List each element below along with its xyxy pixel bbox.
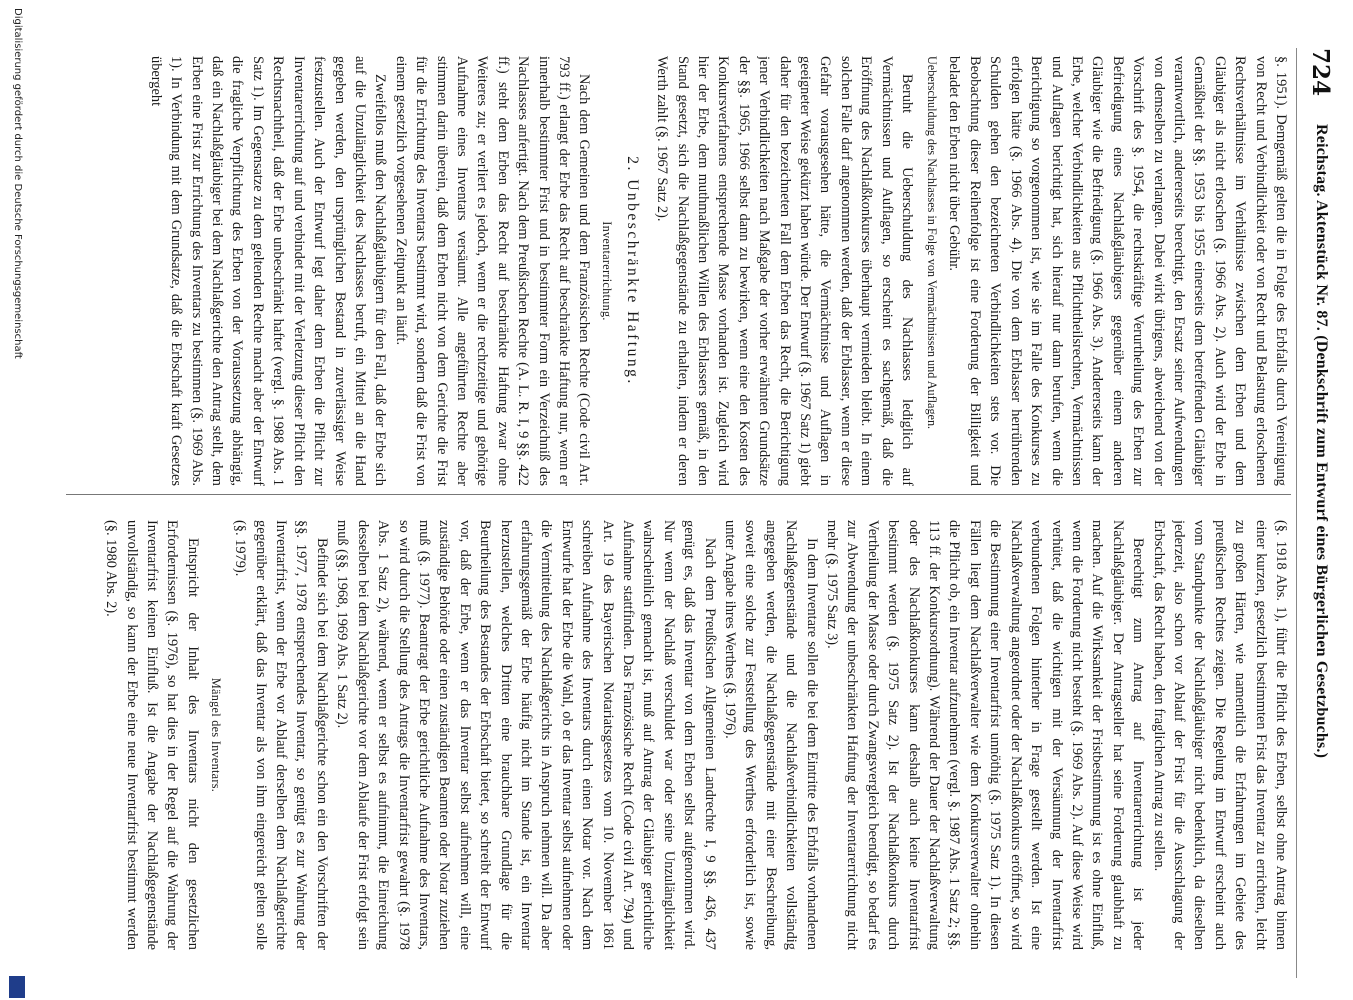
- sub-heading: Mängel des Inventars.: [208, 677, 223, 793]
- header-rule: [1296, 48, 1297, 978]
- paragraph: In dem Inventare sollen die bei dem Eintritte des Erbfalls vorhandenen Nachlaßgegenstände und die Nachlaßverbindlichkeiten vollständig angegeben werden, die Nachlaßgegenstände mit einer Beschreibung, soweit eine solche zur Feststellung des Werthes erforderlich ist, sowie unter Angabe ihres Werthes (§. 1976).: [722, 520, 820, 950]
- sub-heading: Inventarerrichtung.: [600, 221, 615, 321]
- paragraph: (§. 1918 Abs. 1), führt die Pflicht des Erben, selbst ohne Antrag binnen einer kurzen, gesetzlich bestimmten Frist das Inventar zu errichten, leicht zu großen Härten, wie namentlich die Erfahrungen im Gebiete des preußischen Rechtes zeigen. Die Regelung im Entwurf erscheint auch vom Standpunkte der Nachlaßgläubiger nicht bedenklich, da dieselben jederzeit, also schon vor Ablauf der Frist für die Ausschlagung der Erbschaft, das Recht haben, den fraglichen Antrag zu stellen.: [1150, 520, 1289, 950]
- column-divider: [66, 494, 1291, 495]
- dfg-logo-icon: [9, 976, 25, 998]
- paragraph: Berechtigt zum Antrag auf Inventarerrichtung ist jeder Nachlaßgläubiger. Der Antragsteller hat seine Forderung glaubhaft zu machen. Auf die Wirksamkeit der Fristbestimmung ist es ohne Einfluß, wenn die Forderung nicht besteht (§. 1969 Abs. 2). Auf diese Weise wird verhütet, daß die wichtigen mit der Versäumung der Inventarfrist verbundenen Folgen hinterher in Frage gestellt werden. Ist eine Nachlaßverwaltung angeordnet oder der Nachlaßkonkurs eröffnet, so wird die Bestimmung einer Inventarfrist unnöthig (§. 1975 Satz 1). In diesen Fällen liegt dem Nachlaßverwalter wie dem Konkursverwalter ohnehin die Pflicht ob, ein Inventar aufzunehmen (vergl. §. 1987 Abs. 1 Satz 2; §§. 113 ff. der Konkursordnung). Während der Dauer der Nachlaßverwaltung oder des Nachlaßkonkurses kann deshalb auch keine Inventarfrist bestimmt werden (§. 1975 Satz 2). Ist der Nachlaßkonkurs durch Vertheilung der Masse oder durch Zwangsvergleich beendigt, so bedarf es zur Abwendung der unbeschränkten Haftung der Inventarerrichtung nicht mehr (§. 1975 Satz 3).: [824, 520, 1147, 950]
- left-column: [66, 56, 1291, 486]
- digitization-credit: Digitalisierung gefördert durch die Deutsche Forschungsgemeinschaft: [12, 8, 23, 359]
- section-heading: 2. Unbeschränkte Haftung.: [623, 156, 641, 386]
- digitization-footer: [3, 0, 27, 1000]
- right-column: [66, 520, 1291, 950]
- paragraph: Beruht die Ueberschuldung des Nachlasses lediglich auf Vermächtnissen und Auflagen, so erscheint es sachgemäß, daß die Eröffnung des Nachlaßkonkurses überhaupt vermieden bleibt. In einem solchen Falle darf angenommen werden, daß der Erblasser, wenn er diese Gefahr vorausgesehen hätte, die Vermächtnisse und Auflagen in geeigneter Weise gekürzt haben würde. Der Entwurf (§. 1967 Satz 1) giebt daher für den bezeichneten Fall dem Erben das Recht, die Berichtigung jener Verbindlichkeiten nach Maßgabe der vorher erwähnten Grundsätze der §§. 1965, 1966 selbst dann zu bewirken, wenn eine den Kosten des Konkursverfahrens entsprechende Masse vorhanden ist. Zugleich wird hier der Erbe, dem muthmaßlichen Willen des Erblassers gemäß, in den Stand gesetzt, sich die Nachlaßgegenstände zu erhalten, indem er deren Werth zahlt (§. 1967 Satz 2).: [654, 56, 916, 486]
- paragraph: Entspricht der Inhalt des Inventars nicht den gesetzlichen Erfordernissen (§. 1976), so hat dies in der Regel auf die Wahrung der Inventarfrist keinen Einfluß. Ist die Angabe der Nachlaßgegenstände unvollständig, so kann der Erbe eine neue Inventarfrist bestimmt werden (§. 1980 Abs. 2).: [103, 520, 201, 950]
- paragraph: Nach dem Preußischen Allgemeinen Landrechte I, 9 §§. 436, 437 genügt es, daß das Inventar von dem Erben selbst aufgenommen wird. Nur wenn der Nachlaß verschuldet war oder seine Unzulänglichkeit wahrscheinlich gemacht ist, muß auf Antrag der Gläubiger gerichtliche Aufnahme stattfinden. Das Französische Recht (Code civil Art. 794) und Art. 19 des Bayerischen Notariatsgesetzes vom 10. November 1861 schreiben Aufnahme des Inventars durch einen Notar vor. Nach dem Entwurfe hat der Erbe die Wahl, ob er das Inventar selbst aufnehmen oder die Vermittelung des Nachlaßgerichts in Anspruch nehmen will. Da aber erfahrungsgemäß der Erbe häufig nicht im Stande ist, ein Inventar herzustellen, welches Dritten eine brauchbare Grundlage für die Beurtheilung des Bestandes der Erbschaft bietet, so schreibt der Entwurf vor, daß der Erbe, wenn er das Inventar selbst aufnehmen will, eine zuständige Behörde oder einen zuständigen Beamten oder Notar zuziehen muß (§. 1977). Beantragt der Erbe gerichtliche Aufnahme des Inventars, so wird durch die Stellung des Antrags die Inventarfrist gewahrt (§. 1978 Abs. 1 Satz 2), während, wenn er selbst es aufnimmt, die Einreichung desselben bei dem Nachlaßgerichte vor dem Ablaufe der Frist erfolgt sein muß (§§. 1968, 1969 Abs. 1 Satz 2).: [334, 520, 718, 950]
- page-header: [1301, 48, 1341, 978]
- paragraph: §. 1951). Demgemäß gelten die in Folge des Erbfalls durch Vereinigung von Recht und Verbindlichkeit oder von Recht und Belastung erloschenen Rechtsverhältnisse im Verhältnisse zwischen dem Erben und dem Gläubiger als nicht erloschen (§. 1966 Abs. 2). Auch wird der Erbe in Gemäßheit der §§. 1953 bis 1955 einerseits dem betreffenden Gläubiger verantwortlich, andererseits berechtigt, den Ersatz seiner Aufwendungen von demselben zu verlangen. Dabei wirkt übrigens, abweichend von der Vorschrift des §. 1954, die rechtskräftige Verurtheilung des Erben zur Befriedigung eines Nachlaßgläubigers gegenüber einem anderen Gläubiger wie die Befriedigung (§. 1966 Abs. 3). Andererseits kann der Erbe, welcher Verbindlichkeiten aus Pflichttheilsrechten, Vermächtnissen und Auflagen berichtigt hat, sich hierauf nur dann berufen, wenn die Berichtigung so vorgenommen ist, wie sie im Falle des Konkurses zu erfolgen hätte (§. 1966 Abs. 4). Die von dem Erblasser herrührenden Schulden gehen den bezeichneten Verbindlichkeiten stets vor. Die Beobachtung dieser Reihenfolge ist eine Forderung der Billigkeit und beladet den Erben nicht über Gebühr.: [946, 56, 1289, 486]
- paragraph: Zweifellos muß den Nachlaßgläubigern für den Fall, daß der Erbe sich auf die Unzulänglichkeit des Nachlasses beruft, ein Mittel an die Hand gegeben werden, den ursprünglichen Bestand in zuverlässiger Weise festzustellen. Auch der Entwurf legt daher dem Erben die Pflicht zur Inventarerrichtung auf und verbindet mit der Verletzung dieser Pflicht den Rechtsnachtheil, daß der Erbe unbeschränkt haftet (vergl. §. 1988 Abs. 1 Satz 1). Im Gegensatze zu dem geltenden Rechte macht aber der Entwurf die fragliche Verpflichtung des Erben von der Voraussetzung abhängig, daß ein Nachlaßgläubiger bei dem Nachlaßgerichte den Antrag stellt, dem Erben eine Frist zur Errichtung des Inventars zu bestimmen (§. 1969 Abs. 1). In Verbindung mit dem Grundsatze, daß die Erbschaft kraft Gesetzes übergeht: [147, 56, 389, 486]
- running-head: Reichstag. Aktenstück Nr. 87. (Denkschrift zum Entwurf eines Bürgerlichen Gesetzbuchs.): [1313, 124, 1330, 759]
- paragraph: Nach dem Gemeinen und dem Französischen Rechte (Code civil Art. 793 ff.) erlangt der Erbe das Recht auf beschränkte Haftung nur, wenn er innerhalb bestimmter Frist und in bestimmter Form ein Verzeichniß des Nachlasses anfertigt. Nach dem Preußischen Rechte (A. L. R. I, 9 §§. 422 ff.) steht dem Erben das Recht auf beschränkte Haftung zwar ohne Weiteres zu; er verliert es jedoch, wenn er die rechtzeitige und gehörige Aufnahme eines Inventars versäumt. Alle angeführten Rechte aber stimmen darin überein, daß dem Erben nicht von dem Gerichte die Frist für die Errichtung des Inventars bestimmt wird, sondern daß die Frist von einem gesetzlich vorgesehenen Zeitpunkt an läuft.: [392, 56, 593, 486]
- side-heading: Ueberschuldung des Nachlasses in Folge von Vermächtnissen und Auflagen.: [925, 56, 940, 430]
- page-number: 724: [1307, 48, 1335, 97]
- paragraph: Befindet sich bei dem Nachlaßgerichte schon ein den Vorschriften der §§. 1977, 1978 entsprechendes Inventar, so genügt es zur Wahrung der Inventarfrist, wenn der Erbe vor Ablauf derselben dem Nachlaßgerichte gegenüber erklärt, daß das Inventar als von ihm eingereicht gelten solle (§. 1979).: [232, 520, 330, 950]
